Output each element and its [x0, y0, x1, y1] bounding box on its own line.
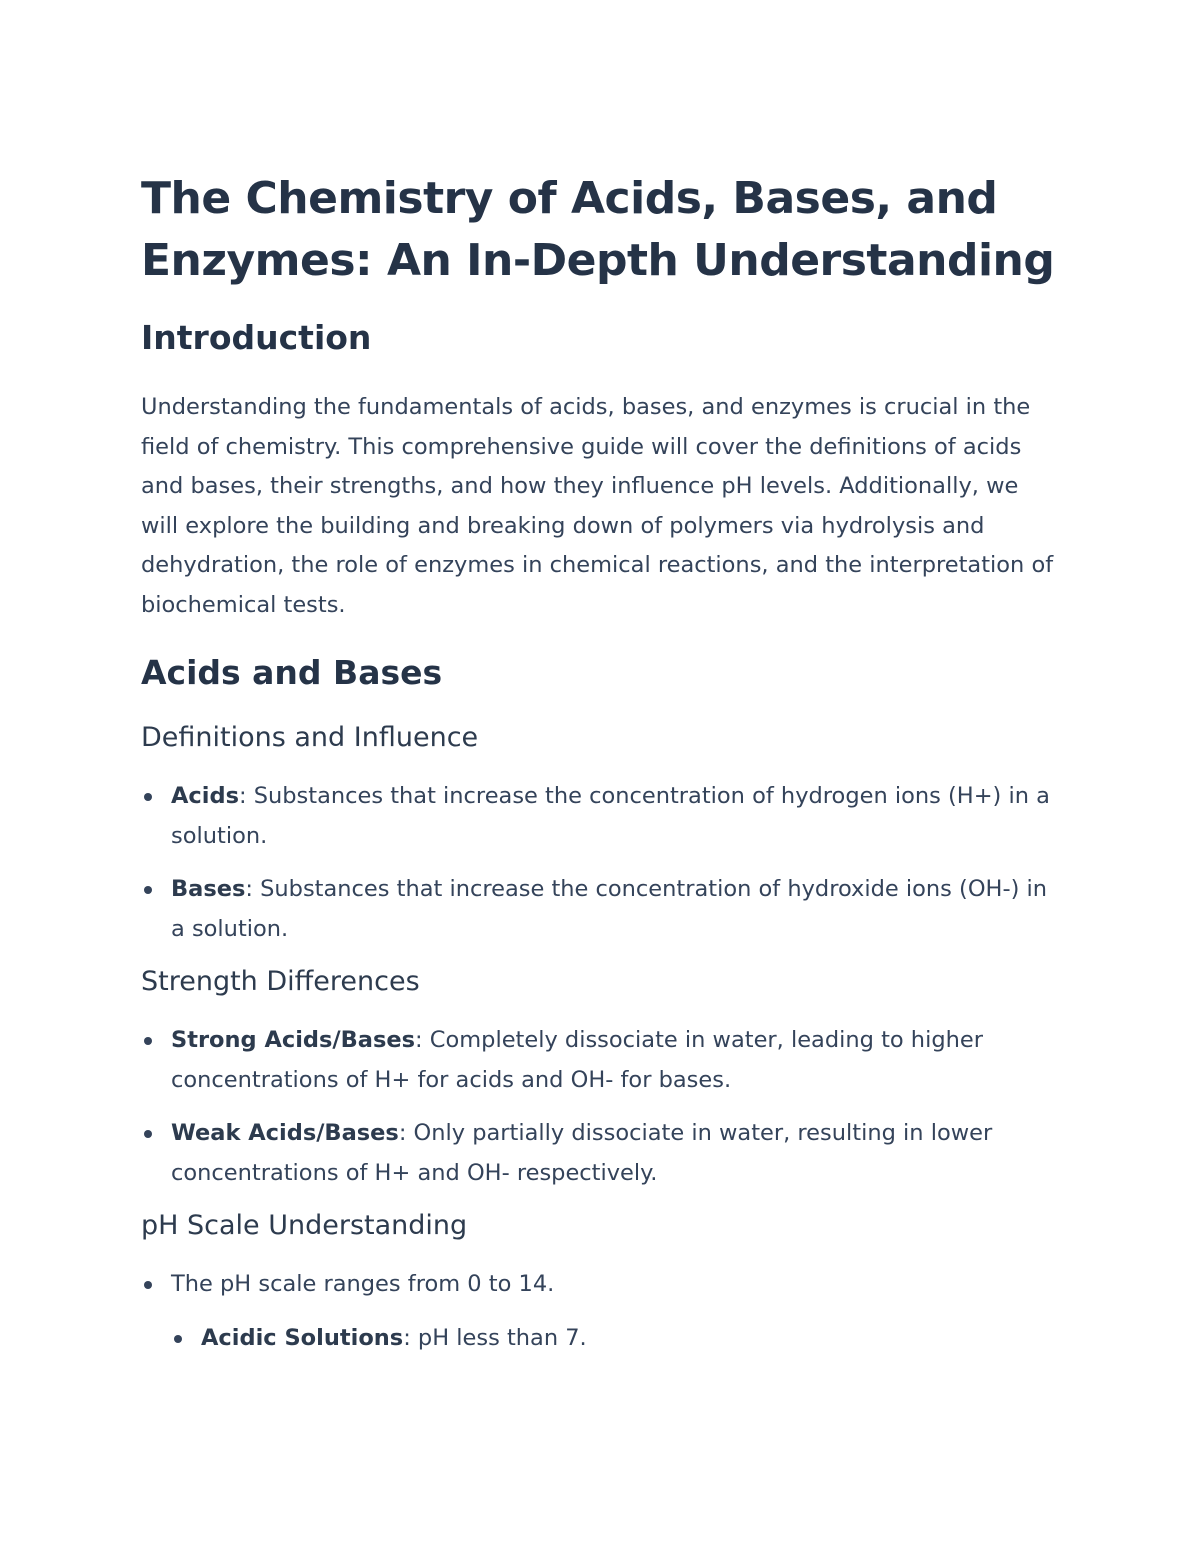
- bullet-icon: [144, 1037, 152, 1045]
- definitions-list: [141, 777, 1061, 949]
- list-item-text: : Only partially dissociate in water, resulting in lower concentrations of H+ and OH- respectively.: [171, 1120, 993, 1186]
- document-page: [141, 168, 1061, 1358]
- list-item-term: Acids: [171, 783, 239, 809]
- list-item: [141, 870, 1061, 949]
- bullet-icon: [144, 1281, 152, 1289]
- introduction-paragraph: Understanding the fundamentals of acids, bases, and enzymes is crucial in the field of chemistry. This comprehensive guide will cover the definitions of acids and bases, their strengths, and how they influence pH levels. Additionally, we will explore the building and breaking down of polymers via hydrolysis and dehydration, the role of enzymes in chemical reactions, and the interpretation of biochemical tests.: [141, 394, 1054, 618]
- list-item-term: Weak Acids/Bases: [171, 1120, 399, 1146]
- list-item-text: The pH scale ranges from 0 to 14.: [171, 1271, 555, 1297]
- list-item: [141, 1114, 1061, 1193]
- list-item-text: : pH less than 7.: [403, 1324, 587, 1351]
- list-item-text: : Substances that increase the concentration of hydrogen ions (H+) in a solution.: [171, 783, 1050, 849]
- list-item: [141, 1021, 1061, 1100]
- list-item-text: : Completely dissociate in water, leading to higher concentrations of H+ for acids and OH- for bases.: [171, 1027, 983, 1093]
- list-item-term: Acidic Solutions: [201, 1324, 404, 1351]
- definitions-heading: Definitions and Influence: [141, 722, 479, 753]
- list-item-term: Strong Acids/Bases: [171, 1027, 416, 1053]
- sub-list-item: [171, 1319, 1061, 1359]
- bullet-icon: [144, 886, 152, 894]
- list-item-term: Bases: [171, 876, 246, 902]
- acids-and-bases-heading: Acids and Bases: [141, 653, 443, 692]
- strength-heading: Strength Differences: [141, 966, 420, 997]
- ph-scale-list: [141, 1265, 1061, 1358]
- document-title: The Chemistry of Acids, Bases, and Enzymes: An In-Depth Understanding: [141, 173, 1055, 286]
- list-item-text: : Substances that increase the concentration of hydroxide ions (OH-) in a solution.: [171, 876, 1048, 942]
- strength-list: [141, 1021, 1061, 1193]
- list-item: [141, 777, 1061, 856]
- introduction-heading: Introduction: [141, 318, 372, 357]
- ph-scale-heading: pH Scale Understanding: [141, 1210, 468, 1241]
- bullet-icon: [144, 793, 152, 801]
- list-item: [141, 1265, 1061, 1305]
- bullet-icon: [174, 1335, 182, 1343]
- bullet-icon: [144, 1130, 152, 1138]
